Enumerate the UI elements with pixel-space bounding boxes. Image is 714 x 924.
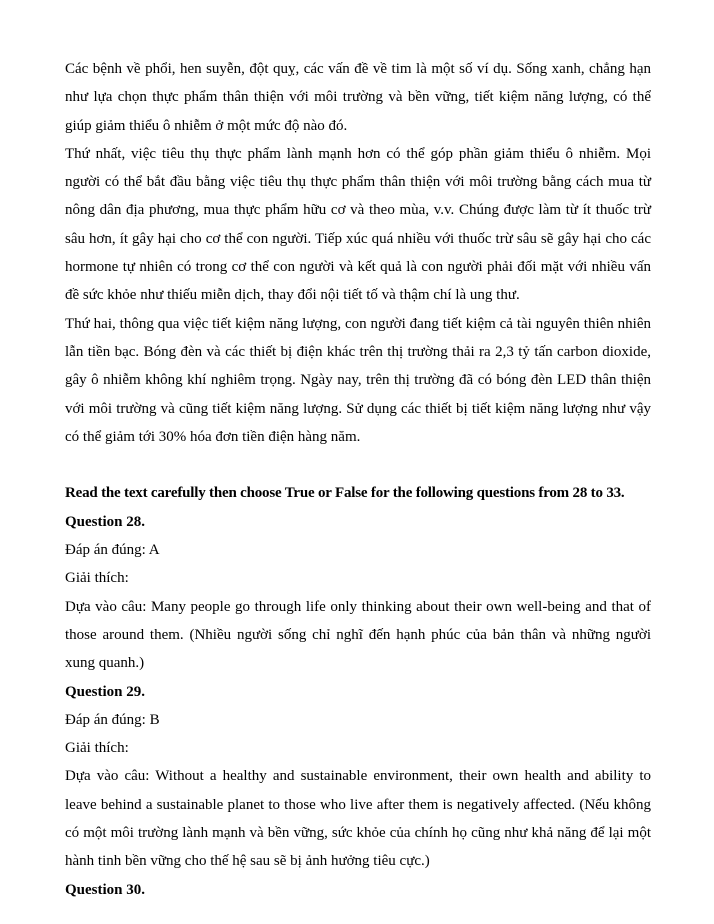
- question-29-block: [65, 678, 651, 876]
- question-29-title: Question 29.: [65, 683, 146, 700]
- question-28-answer: Đáp án đúng: A: [65, 542, 160, 559]
- question-28-explanation: Dựa vào câu: Many people go through life only thinking about their own well-being and that of those around them. (Nhiều người sống chỉ nghĩ đến hạnh phúc của bản thân và những người xung quanh.): [65, 598, 651, 672]
- question-29-explanation: Dựa vào câu: Without a healthy and sustainable environment, their own health and ability to leave behind a sustainable planet to those who live after them is negatively affected. (Nếu không có một môi trường lành mạnh và bền vững, sức khỏe của chính họ cũng như khả năng để lại một hành tinh bền vững cho thế hệ sau sẽ bị ảnh hưởng tiêu cực.): [65, 768, 651, 870]
- body-paragraph-2: Thứ nhất, việc tiêu thụ thực phẩm lành mạnh hơn có thể góp phần giảm thiểu ô nhiễm. Mọi người có thể bắt đầu bằng việc tiêu thụ thực phẩm thân thiện với môi trường bằng cách mua từ nông dân địa phương, mua thực phẩm hữu cơ và theo mùa, v.v. Chúng được làm từ ít thuốc trừ sâu hơn, ít gây hại cho cơ thể con người. Tiếp xúc quá nhiều với thuốc trừ sâu sẽ gây hại cho các hormone tự nhiên có trong cơ thể con người và kết quả là con người phải đối mặt với nhiều vấn đề sức khỏe như thiếu miễn dịch, thay đổi nội tiết tố và thậm chí là ung thư.: [65, 145, 651, 304]
- instruction-heading: Read the text carefully then choose True or False for the following questions from 28 to 33.: [65, 485, 625, 502]
- question-30-block: [65, 876, 651, 904]
- question-30-title: Question 30.: [65, 881, 146, 898]
- question-29-answer: Đáp án đúng: B: [65, 711, 160, 728]
- question-29-explain-label: Giải thích:: [65, 740, 129, 757]
- question-28-title: Question 28.: [65, 513, 146, 530]
- question-28-block: [65, 508, 651, 678]
- body-paragraph-1: Các bệnh về phổi, hen suyễn, đột quỵ, các vấn đề về tim là một số ví dụ. Sống xanh, chẳng hạn như lựa chọn thực phẩm thân thiện với môi trường và bền vững, tiết kiệm năng lượng, có thể giúp giảm thiểu ô nhiễm ở một mức độ nào đó.: [65, 61, 651, 134]
- question-28-explain-label: Giải thích:: [65, 570, 129, 587]
- body-paragraph-3: Thứ hai, thông qua việc tiết kiệm năng lượng, con người đang tiết kiệm cả tài nguyên thiên nhiên lẫn tiền bạc. Bóng đèn và các thiết bị điện khác trên thị trường thải ra 2,3 tỷ tấn carbon dioxide, gây ô nhiễm không khí nghiêm trọng. Ngày nay, trên thị trường đã có bóng đèn LED thân thiện với môi trường và cũng tiết kiệm năng lượng. Sử dụng các thiết bị tiết kiệm năng lượng như vậy có thể giảm tới 30% hóa đơn tiền điện hàng năm.: [65, 315, 651, 445]
